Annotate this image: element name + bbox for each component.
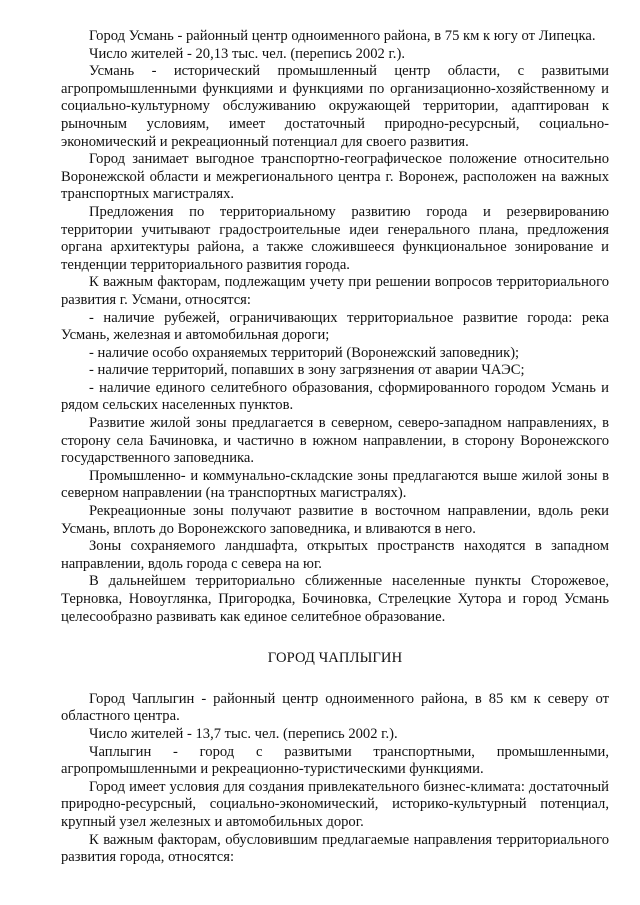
usman-residential-paragraph: Развитие жилой зоны предлагается в северном, северо-западном направлениях, в сторону села Бачиновка, и частично в южном направлении, в сторону Воронежского государственного заповедника. — [61, 415, 609, 467]
chaplygin-location-paragraph: Город Чаплыгин - районный центр одноименного района, в 85 км к северу от областного центра. — [61, 690, 609, 725]
chaplygin-profile-paragraph: Чаплыгин - город с развитыми транспортными, промышленными, агропромышленными и рекреационно-туристическими функциями. — [61, 743, 609, 778]
usman-recreation-paragraph: Рекреационные зоны получают развитие в восточном направлении, вдоль реки Усмань, вплоть до Воронежского заповедника, и вливаются в него. — [61, 503, 609, 537]
usman-factor-item: - наличие рубежей, ограничивающих территориальное развитие города: река Усмань, железная и автомобильная дороги; — [61, 309, 609, 344]
usman-location-paragraph: Город Усмань - районный центр одноименного района, в 75 км к югу от Липецка. — [89, 28, 596, 44]
usman-landscape-paragraph: Зоны сохраняемого ландшафта, открытых пространств находятся в западном направлении, вдоль города с севера на юг. — [61, 538, 609, 572]
usman-population-paragraph: Число жителей - 20,13 тыс. чел. (перепись 2002 г.). — [89, 45, 405, 62]
chaplygin-heading: ГОРОД ЧАПЛЫГИН — [267, 650, 403, 667]
usman-factor-item: - наличие территорий, попавших в зону загрязнения от аварии ЧАЭС; — [89, 362, 525, 379]
usman-industrial-paragraph: Промышленно- и коммунально-складские зоны предлагаются выше жилой зоны в северном направлении (на транспортных магистралях). — [61, 467, 609, 502]
usman-factor-item: - наличие единого селитебного образования, сформированного городом Усмань и рядом сельских населенных пунктов. — [61, 379, 609, 414]
usman-profile-paragraph: Усмань - исторический промышленный центр области, с развитыми агропромышленными функциями и функциями по организационно-хозяйственному и социально-культурному обслуживанию окружающей территории, адаптирован к рыночным условиям, имеет достаточный природно-ресурсный, социально-экономический и рекреационный потенциал для своего развития. — [61, 63, 609, 150]
chaplygin-factors-paragraph: К важным факторам, обусловившим предлагаемые направления территориального развития города, относятся: — [61, 831, 609, 866]
usman-factor-item: - наличие особо охраняемых территорий (Воронежский заповедник); — [89, 344, 520, 361]
chaplygin-business-paragraph: Город имеет условия для создания привлекательного бизнес-климата: достаточный природно-ресурсный, социально-экономический, историко-культурный потенциал, крупный узел железных и автомобильных дорог. — [61, 778, 609, 830]
usman-future-paragraph: В дальнейшем территориально сближенные населенные пункты Сторожевое, Терновка, Новоуглянка, Пригородка, Бочиновка, Стрелецкие Хутора и город Усмань целесообразно развивать как единое селитебное образование. — [61, 573, 609, 625]
usman-factors-paragraph: К важным факторам, подлежащим учету при решении вопросов территориального развития г. Усмани, относятся: — [61, 274, 609, 308]
usman-position-paragraph: Город занимает выгодное транспортно-географическое положение относительно Воронежской области и межрегионального центра г. Воронеж, расположен на важных транспортных магистралях. — [61, 151, 609, 203]
chaplygin-population-paragraph: Число жителей - 13,7 тыс. чел. (перепись 2002 г.). — [89, 725, 398, 742]
document-page — [61, 28, 609, 867]
usman-proposals-paragraph: Предложения по территориальному развитию города и резервированию территории учитывают градостроительные идеи генерального плана, предложения органа архитектуры района, а также сложившееся функциональное зонирование и тенденции территориального развития города. — [61, 203, 609, 273]
